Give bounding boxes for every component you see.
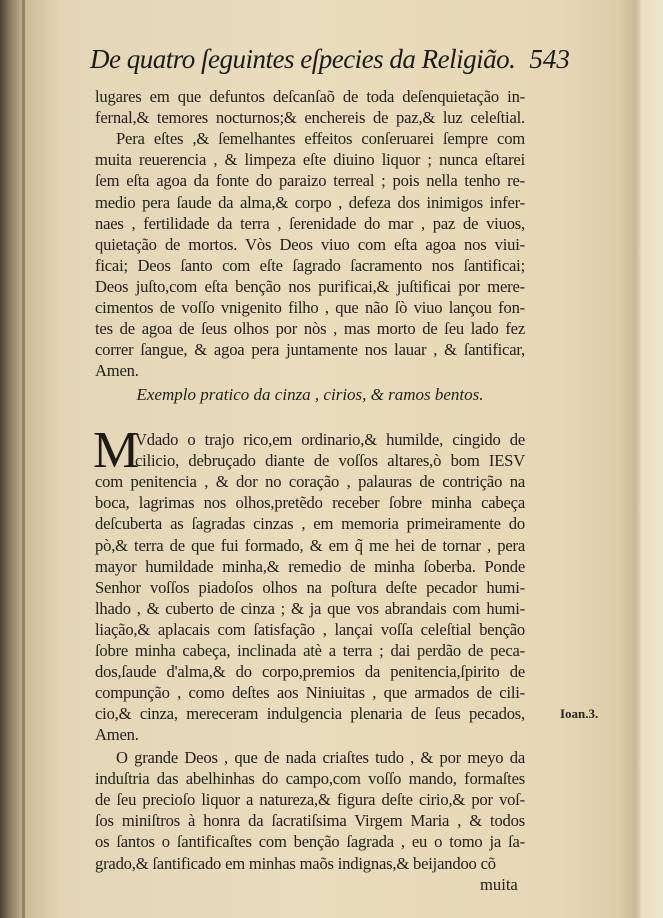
text-line: de ſeu precioſo liquor a natureza,& figura deſte cirio,& por voſ- <box>95 790 525 810</box>
drop-cap: M <box>93 422 140 479</box>
text-line: cio,& cinza, mereceram indulgencia plenaria de ſeus pecados, <box>95 704 525 724</box>
text-line: muita reuerencia , & limpeza eſte diuino liquor ; nunca eſtarei <box>95 150 525 170</box>
text-line: Pera eſtes ,& ſemelhantes effeitos conſeruarei ſempre com <box>116 129 525 149</box>
text-line: pò,& terra de que fui formado, & em q̃ me hei de tornar , pera <box>95 535 525 555</box>
margin-note: Ioan.3. <box>560 706 599 721</box>
running-head <box>90 44 570 78</box>
text-line: Amen. <box>95 725 139 745</box>
text-line: os ſantos o ſantificaſtes com benção ſagrada , eu o tomo ja ſa- <box>95 832 525 852</box>
text-line: com penitencia , & dor no coração , palauras de contrição na <box>95 472 525 492</box>
text-line: Amen. <box>95 361 139 381</box>
text-line: dos,ſaude d'alma,& do corpo,premios da penitencia,ſpirito de <box>95 662 525 682</box>
running-head-title: De quatro ſeguintes eſpecies da Religião. <box>90 44 516 74</box>
text-line: compunção , como deſtes aos Niniuitas , que armados de cili- <box>95 683 525 703</box>
text-line: ſem eſta agoa da fonte do paraizo terreal ; pois nella tenho re- <box>95 171 525 191</box>
text-line: ſobre minha cabeça, inclinada atè a terra ; dai perdão de peca- <box>95 641 525 660</box>
text-line: induſtria das abelhinhas do campo,com voſſo mando, formaſtes <box>95 769 525 789</box>
text-line: medio pera ſaude da alma,& corpo , defeza dos inimigos infer- <box>95 192 525 212</box>
text-line: Senhor voſſos piadoſos olhos na poſtura deſte pecador humi- <box>95 577 525 597</box>
text-line: correr ſangue, & agoa pera juntamente nos lauar , & ſantificar, <box>95 340 525 360</box>
text-line: deſcuberta as ſagradas cinzas , em memoria primeiramente do <box>95 514 525 534</box>
page-number: 543 <box>529 44 570 74</box>
text-line: lugares em que defuntos deſcanſaõ de toda deſenquietação in- <box>95 87 525 106</box>
text-line: ficai; Deos ſanto com eſte ſagrado ſacramento nos ſantificai; <box>95 255 525 275</box>
text-line: ſos miniſtros à honra da ſacratiſsima Virgem Maria , & todos <box>95 811 525 831</box>
text-line: naes , fertilidade da terra , ſerenidade do mar , paz de viuos, <box>95 213 525 233</box>
text-line: cilicio, debruçado diante de voſſos altares,ò bom IESV <box>135 451 525 471</box>
text-line: liação,& aplacais com ſatisfação , lançai voſſa celeſtial benção <box>95 619 525 639</box>
text-line: tes de agoa de ſeus olhos por nòs , mas morto de ſeu lado fez <box>95 319 525 339</box>
text-line: boca, lagrimas nos olhos,pretẽdo receber ſobre minha cabeça <box>95 493 525 513</box>
text-line: cimentos de voſſo vnigenito filho , que não ſò viuo lançou fon- <box>95 298 525 317</box>
text-line: O grande Deos , que de nada criaſtes tudo , & por meyo da <box>116 748 525 767</box>
text-line: Deos juſto,com eſta benção nos purificai,& juſtificai por mere- <box>95 276 525 296</box>
text-line: lhado , & cuberto de cinza ; & ja que vos abrandais com humi- <box>95 598 525 618</box>
binding-gutter <box>22 0 25 918</box>
text-line: Vdado o trajo rico,em ordinario,& humilde, cingido de <box>135 430 525 449</box>
text-line: quietação de mortos. Vòs Deos viuo com eſta agoa nos viui- <box>95 234 525 254</box>
text-line: mayor humildade minha,& remedio de minha ſoberba. Ponde <box>95 556 525 576</box>
text-line: fernal,& temores nocturnos;& enchereis de paz,& luz celeſtial. <box>95 108 525 128</box>
section-heading: Exemplo pratico da cinza , cirios, & ramos bentos. <box>136 385 484 404</box>
catchword: muita <box>480 875 518 894</box>
text-line: grado,& ſantificado em minhas maõs indignas,& beijandoo cõ <box>95 853 496 873</box>
